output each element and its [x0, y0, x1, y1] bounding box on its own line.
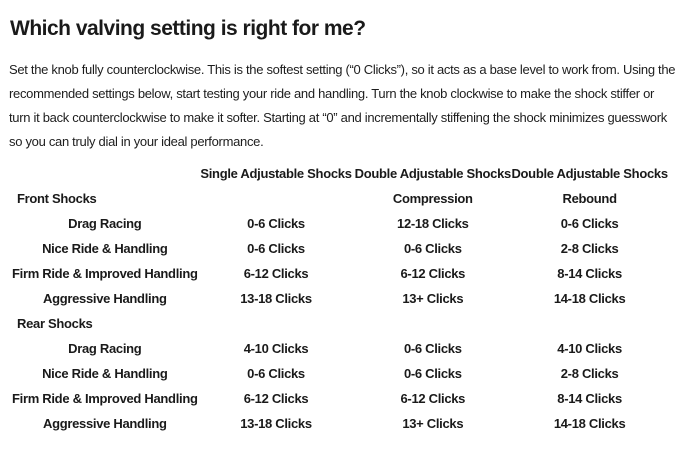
row-label: Firm Ride & Improved Handling: [12, 266, 198, 281]
column-subheader-compression: Compression: [392, 191, 473, 206]
table-cell: 8-14 Clicks: [557, 391, 622, 406]
row-label: Firm Ride & Improved Handling: [12, 391, 198, 406]
table-corner-cell: [12, 161, 198, 186]
table-cell: 13+ Clicks: [402, 291, 464, 306]
table-cell: 6-12 Clicks: [400, 266, 466, 281]
table-cell: 0-6 Clicks: [403, 341, 462, 356]
row-label: Nice Ride & Handling: [42, 241, 168, 256]
table-cell: 0-6 Clicks: [560, 216, 619, 231]
table-cell: 4-10 Clicks: [557, 341, 622, 356]
row-label: Drag Racing: [68, 216, 142, 231]
table-cell: 0-6 Clicks: [403, 366, 462, 381]
table-cell: 6-12 Clicks: [243, 266, 309, 281]
section-header-rear-shocks: Rear Shocks: [17, 316, 93, 331]
row-label: Aggressive Handling: [43, 416, 167, 431]
table-cell: 0-6 Clicks: [247, 366, 305, 381]
column-header-single-adjustable: Single Adjustable Shocks: [200, 166, 352, 181]
empty-cell: [511, 311, 668, 336]
empty-cell: [198, 311, 355, 336]
table-cell: 14-18 Clicks: [553, 416, 626, 431]
table-cell: 0-6 Clicks: [247, 241, 305, 256]
table-cell: 13-18 Clicks: [240, 291, 312, 306]
table-cell: 2-8 Clicks: [560, 241, 619, 256]
column-header-double-adjustable-rebound: Double Adjustable Shocks: [511, 166, 668, 181]
table-cell: 0-6 Clicks: [403, 241, 462, 256]
page-title: Which valving setting is right for me?: [10, 17, 366, 40]
table-cell: 6-12 Clicks: [243, 391, 309, 406]
valving-settings-table: [12, 161, 668, 436]
table-cell: 0-6 Clicks: [247, 216, 305, 231]
column-header-double-adjustable-compression: Double Adjustable Shocks: [354, 166, 511, 181]
column-subheader-rebound: Rebound: [562, 191, 617, 206]
table-cell: 12-18 Clicks: [397, 216, 469, 231]
row-label: Drag Racing: [68, 341, 142, 356]
table-cell: 14-18 Clicks: [553, 291, 626, 306]
row-label: Aggressive Handling: [43, 291, 167, 306]
table-cell: 6-12 Clicks: [400, 391, 466, 406]
table-cell: 8-14 Clicks: [557, 266, 622, 281]
table-cell: 13-18 Clicks: [240, 416, 312, 431]
table-cell: 13+ Clicks: [402, 416, 464, 431]
row-label: Nice Ride & Handling: [42, 366, 168, 381]
empty-cell: [354, 311, 511, 336]
table-cell: 2-8 Clicks: [560, 366, 619, 381]
intro-paragraph: Set the knob fully counterclockwise. This is the softest setting (“0 Clicks”), so it acts as a base level to work from. Using the recommended settings below, start testing your ride and handling. Turn the knob clockwise to make the shock stiffer or turn it back counterclockwise to make it softer. Starting at “0” and incrementally stiffening the shock minimizes guesswork so you can truly dial in your ideal performance.: [9, 62, 676, 149]
section-header-front-shocks: Front Shocks: [17, 191, 97, 206]
column-subheader-empty: [198, 186, 355, 211]
table-cell: 4-10 Clicks: [243, 341, 309, 356]
